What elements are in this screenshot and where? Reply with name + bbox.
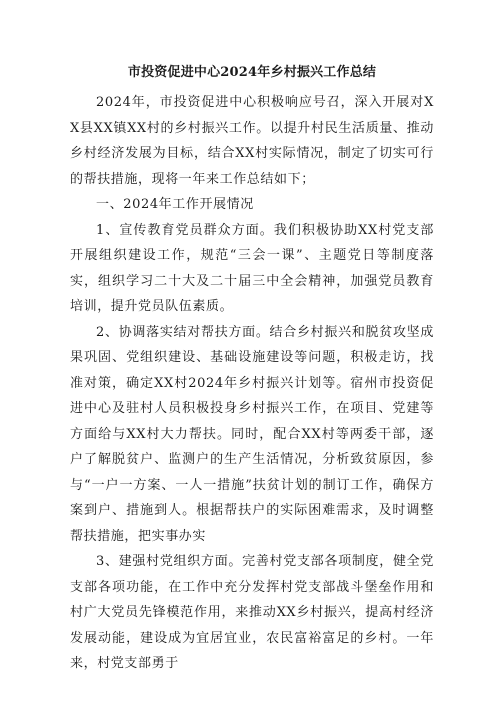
document-title: 市投资促进中心2024年乡村振兴工作总结 <box>127 65 377 80</box>
section-heading: 一、2024年工作开展情况 <box>96 197 254 212</box>
item-2-paragraph: 2、协调落实结对帮扶方面。结合乡村振兴和脱贫攻坚成果巩固、党组织建设、基础设施建设等问题，积极走访，找准对策，确定XX村2024年乡村振兴计划等。宿州市投资促进中心及驻村人员积极投身乡村振兴工作，在项目、党建等方面给与XX村大力帮扶。同时，配合XX村等两委干部，逐户了解脱贫户、监测户的生产生活情况，分析致贫原因，参与“一户一方案、一人一措施”扶贫计划的制订工作，确保方案到户、措施到人。根据帮扶户的实际困难需求，及时调整帮扶措施，把实事办实 <box>70 324 434 544</box>
item-3-paragraph: 3、建强村党组织方面。完善村党支部各项制度，健全党支部各项功能，在工作中充分发挥村党支部战斗堡垒作用和村广大党员先锋模范作用，来推动XX乡村振兴，提高村经济发展动能，建设成为宜居宜业，农民富裕富足的乡村。一年来，村党支部勇于 <box>70 554 434 671</box>
intro-paragraph: 2024年，市投资促进中心积极响应号召，深入开展对XX县XX镇XX村的乡村振兴工作。以提升村民生活质量、推动乡村经济发展为目标，结合XX村实际情况，制定了切实可行的帮扶措施，现将一年来工作总结如下； <box>70 95 434 187</box>
item-1-paragraph: 1、宣传教育党员群众方面。我们积极协助XX村党支部开展组织建设工作，规范“三会一课”、主题党日等制度落实，组织学习二十大及二十届三中全会精神，加强党员教育培训，提升党员队伍素质。 <box>70 222 434 314</box>
